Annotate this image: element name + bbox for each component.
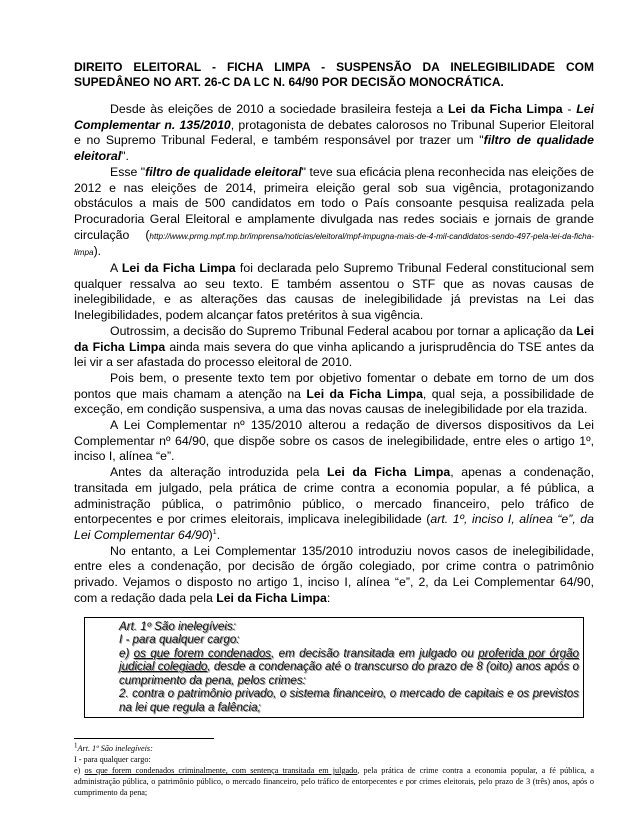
legal-citation: art. 1º, inciso I, alínea “e”, da Lei Complementar 64/90 (74, 512, 594, 542)
paragraph-1 (74, 102, 594, 165)
text-run: , protagonista de debates calorosos no Tribunal Superior Eleitoral e no Supremo Tribunal Federal, e também responsável por trazer um " (74, 117, 594, 148)
text-run: A (110, 261, 122, 276)
emphasis-phrase: filtro de qualidade eleitoral (145, 164, 302, 179)
law-name: Lei da Ficha Limpa (306, 386, 423, 401)
text-run: , pela prática de crime contra a economia popular, a fé pública, a administração pública, o patrimônio público, o mercado financeiro, pelo tráfico de entorpecentes e por crimes eleitorais, pelo prazo de 3 (três) anos, após o cumprimento da pena; (74, 766, 594, 798)
paragraph-4 (74, 324, 594, 371)
text-run: ) (208, 527, 213, 542)
text-run: ). (93, 244, 102, 259)
quote-line-alinea (119, 647, 579, 688)
law-number: Lei Complementar n. 135/2010 (74, 102, 594, 132)
law-name: Lei da Ficha Limpa (447, 102, 563, 116)
text-run: Desde às eleições de 2010 a sociedade brasileira festeja a (110, 102, 448, 116)
text-run: , qual seja, a possibilidade de exceção, em condição suspensiva, a uma das novas causas de inelegibilidade por ela trazida. (74, 386, 594, 417)
text-run: , desde a condenação até o transcurso do prazo de 8 (oito) anos após o cumprimento da pena, pelos crimes: (119, 660, 579, 687)
underlined-phrase: os que forem condenados (133, 646, 272, 660)
quote-line-article: Art. 1º São inelegíveis: (119, 619, 237, 633)
text-run: Pois bem, o presente texto tem por objetivo fomentar o debate em torno de um dos pontos que mais chamam a atenção na (74, 370, 594, 401)
law-name: Lei da Ficha Limpa (327, 465, 451, 480)
quote-line-item-2: 2. contra o patrimônio privado, o sistema financeiro, o mercado de capitais e os previstos na lei que regula a falência; (119, 687, 579, 715)
text-run: : (326, 590, 331, 605)
text-run: , apenas a condenação, transitada em julgado, pela prática de crime contra a economia popular, a fé pública, a administração pública, o patrimônio público, o mercado financeiro, pelo tráfico de entorpecentes e por crimes eleitorais, implicava inelegibilidade ( (74, 465, 595, 527)
footnote (74, 740, 594, 799)
text-run: ainda mais severa do que vinha aplicando a jurisprudência do TSE antes da lei vir a ser afastada do processo eleitoral de 2010. (74, 339, 595, 370)
paragraph-8 (74, 544, 594, 607)
text-run: No entanto, a Lei Complementar 135/2010 introduziu novos casos de inelegibilidade, entre eles a condenação, por decisão de órgão colegiado, por crime contra o patrimônio privado. Vejamos o disposto no artigo 1, inciso I, alínea “e”, 2, da Lei Complementar 64/90, com a redação dada pela (74, 543, 594, 605)
source-link[interactable]: http://www.prmg.mpf.mp.br/imprensa/noticias/eleitoral/mpf-impugna-mais-de-4-mil-candidatos-sendo-497-pela-lei-da-ficha-limpa (74, 231, 594, 258)
text-run: Antes da alteração introduzida pela (110, 465, 328, 480)
footnote-mark: 1 (74, 740, 78, 749)
law-name: Lei da Ficha Limpa (74, 323, 594, 354)
emphasis-phrase: filtro de qualidade eleitoral (74, 133, 594, 164)
underlined-phrase: proferida por órgão judicial colegiado (119, 646, 579, 674)
text-run: - (562, 102, 577, 116)
text-run: , em decisão transitada em julgado ou (271, 646, 479, 660)
law-quote-box (84, 617, 584, 718)
footnote-reference[interactable]: 1 (212, 528, 217, 536)
text-run: e) (119, 646, 134, 660)
paragraph-3 (74, 261, 594, 324)
law-name: Lei da Ficha Limpa (216, 590, 327, 605)
footnote-line-1 (74, 740, 594, 754)
text-run: Art. 1º São inelegíveis: (77, 743, 153, 753)
law-name: Lei da Ficha Limpa (121, 261, 236, 276)
text-run: ". (121, 149, 129, 164)
quote-line-inciso: I - para qualquer cargo: (119, 633, 240, 647)
document-page (74, 60, 594, 799)
paragraph-6 (74, 418, 594, 465)
text-run: e) (74, 766, 85, 776)
text-run: . (216, 527, 221, 542)
text-run: " teve sua eficácia plena reconhecida nas eleições de 2012 e nas eleições de 2014, primeira eleição geral sob sua vigência, protagonizando obstáculos a mais de 500 candidatos em todo o País consoante pesquisa realizada pela Procuradoria Geral Eleitoral e amplamente divulgada nas redes sociais e jornais de grande circulação ( (74, 164, 594, 242)
paragraph-2 (74, 165, 594, 261)
paragraph-7 (74, 465, 594, 544)
text-run: Outrossim, a decisão do Supremo Tribunal Federal acabou por tornar a aplicação da (110, 323, 577, 338)
paragraph-5 (74, 371, 594, 418)
underlined-phrase: os que forem condenados criminalmente, com sentença transitada em julgado (84, 766, 358, 776)
text-run: Esse " (110, 164, 146, 179)
footnote-line-2: I - para qualquer cargo: (74, 754, 151, 764)
text-run: A Lei Complementar nº 135/2010 alterou a redação de diversos dispositivos da Lei Complementar nº 64/90, que dispõe sobre os casos de inelegibilidade, entre eles o artigo 1º, inciso I, alínea “e”. (74, 418, 594, 464)
footnote-line-3 (74, 765, 594, 799)
document-title: DIREITO ELEITORAL - FICHA LIMPA - SUSPENSÃO DA INELEGIBILIDADE COM SUPEDÂNEO NO ART. 26-C DA LC N. 64/90 POR DECISÃO MONOCRÁTICA. (74, 60, 594, 89)
footnote-separator (74, 738, 214, 739)
text-run: foi declarada pelo Supremo Tribunal Federal constitucional sem qualquer ressalva ao seu texto. E também assentou o STF que as novas causas de inelegibilidade, e as alterações das causas de inelegibilidade já previstas na Lei das Inelegibilidades, podem alcançar fatos pretéritos à sua vigência. (74, 261, 594, 323)
